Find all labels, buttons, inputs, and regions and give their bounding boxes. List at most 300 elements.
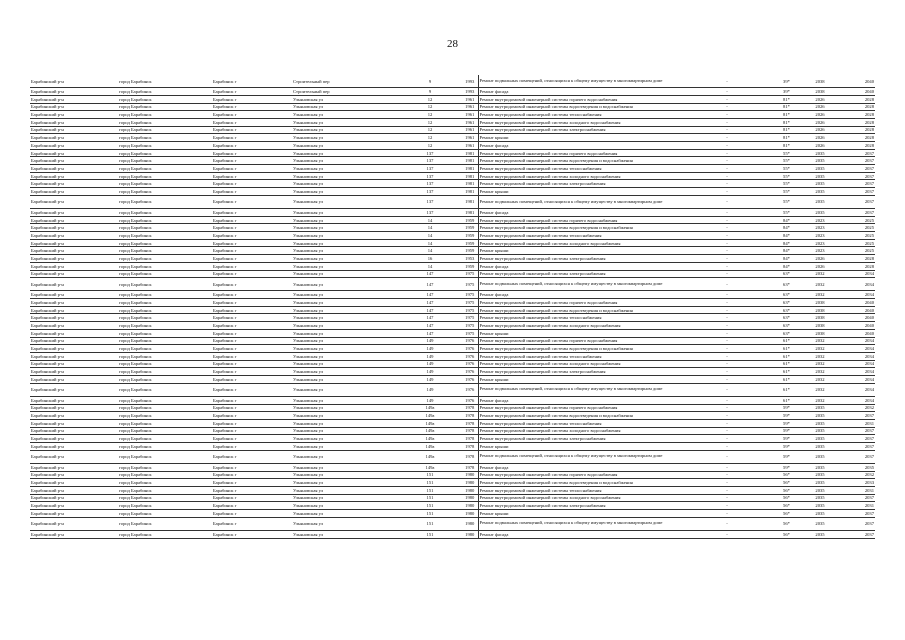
district-cell: Барабинский р-н <box>30 188 118 196</box>
district-cell: Барабинский р-н <box>30 224 118 232</box>
locality-cell: Барабинск г <box>212 262 292 270</box>
dash-cell: - <box>690 442 764 450</box>
start-year-cell: 2026 <box>809 262 831 270</box>
locality-cell: Барабинск г <box>212 486 292 494</box>
house-number-cell: 14 <box>398 216 462 224</box>
district-cell: Барабинский р-н <box>30 435 118 443</box>
locality-cell: Барабинск г <box>212 224 292 232</box>
end-year-cell: 2025 <box>831 239 875 247</box>
settlement-cell: город Барабинск <box>118 118 212 126</box>
wear-percent-cell: 55* <box>764 149 809 157</box>
dash-cell: - <box>690 111 764 119</box>
build-year-cell: 1981 <box>462 165 478 173</box>
street-cell: Ульяновская ул <box>292 299 398 307</box>
street-cell: Ульяновская ул <box>292 306 398 314</box>
street-cell: Ульяновская ул <box>292 517 398 530</box>
locality-cell: Барабинск г <box>212 95 292 103</box>
start-year-cell: 2035 <box>809 404 831 412</box>
locality-cell: Барабинск г <box>212 149 292 157</box>
end-year-cell: 2040 <box>831 88 875 96</box>
work-type-cell: Ремонт крыши <box>478 375 690 383</box>
wear-percent-cell: 56* <box>764 502 809 510</box>
wear-percent-cell: 61* <box>764 375 809 383</box>
end-year-cell: 2037 <box>831 209 875 217</box>
start-year-cell: 2023 <box>809 216 831 224</box>
build-year-cell: 1975 <box>462 299 478 307</box>
district-cell: Барабинский р-н <box>30 463 118 471</box>
build-year-cell: 1978 <box>462 419 478 427</box>
work-type-cell: Ремонт фасада <box>478 209 690 217</box>
house-number-cell: 149 <box>398 375 462 383</box>
locality-cell: Барабинск г <box>212 239 292 247</box>
work-type-cell: Ремонт внутридомовой инженерной системы горячего водоснабжения <box>478 337 690 345</box>
end-year-cell: 2025 <box>831 247 875 255</box>
table-row <box>30 270 875 278</box>
end-year-cell: 2025 <box>831 232 875 240</box>
street-cell: Ульяновская ул <box>292 195 398 208</box>
locality-cell: Барабинск г <box>212 195 292 208</box>
wear-percent-cell: 63* <box>764 291 809 299</box>
locality-cell: Барабинск г <box>212 471 292 479</box>
build-year-cell: 1976 <box>462 383 478 396</box>
start-year-cell: 2035 <box>809 427 831 435</box>
house-number-cell: 137 <box>398 172 462 180</box>
build-year-cell: 1993 <box>462 88 478 96</box>
house-number-cell: 147 <box>398 291 462 299</box>
table-row <box>30 530 875 538</box>
street-cell: Ульяновская ул <box>292 314 398 322</box>
dash-cell: - <box>690 352 764 360</box>
house-number-cell: 149 <box>398 396 462 404</box>
table-row <box>30 118 875 126</box>
street-cell: Ульяновская ул <box>292 270 398 278</box>
table-row <box>30 517 875 530</box>
build-year-cell: 1975 <box>462 329 478 337</box>
work-type-cell: Ремонт крыши <box>478 134 690 142</box>
settlement-cell: город Барабинск <box>118 530 212 538</box>
wear-percent-cell: 81* <box>764 134 809 142</box>
wear-percent-cell: 59* <box>764 404 809 412</box>
table-row <box>30 103 875 111</box>
table-row <box>30 352 875 360</box>
district-cell: Барабинский р-н <box>30 270 118 278</box>
start-year-cell: 2032 <box>809 337 831 345</box>
street-cell: Ульяновская ул <box>292 337 398 345</box>
table-row <box>30 95 875 103</box>
district-cell: Барабинский р-н <box>30 368 118 376</box>
street-cell: Ульяновская ул <box>292 126 398 134</box>
settlement-cell: город Барабинск <box>118 396 212 404</box>
work-type-cell: Ремонт внутридомовой инженерной системы водоотведения и водоснабжения <box>478 224 690 232</box>
dash-cell: - <box>690 103 764 111</box>
wear-percent-cell: 81* <box>764 111 809 119</box>
start-year-cell: 2035 <box>809 517 831 530</box>
start-year-cell: 2035 <box>809 479 831 487</box>
wear-percent-cell: 63* <box>764 299 809 307</box>
street-cell: Ульяновская ул <box>292 111 398 119</box>
house-number-cell: 12 <box>398 111 462 119</box>
street-cell: Ульяновская ул <box>292 232 398 240</box>
table-row <box>30 262 875 270</box>
build-year-cell: 1978 <box>462 463 478 471</box>
house-number-cell: 149 <box>398 360 462 368</box>
settlement-cell: город Барабинск <box>118 255 212 263</box>
build-year-cell: 1961 <box>462 111 478 119</box>
start-year-cell: 2026 <box>809 134 831 142</box>
build-year-cell: 1976 <box>462 352 478 360</box>
wear-percent-cell: 81* <box>764 126 809 134</box>
dash-cell: - <box>690 314 764 322</box>
work-type-cell: Ремонт фасада <box>478 88 690 96</box>
house-number-cell: 151 <box>398 509 462 517</box>
build-year-cell: 1976 <box>462 375 478 383</box>
settlement-cell: город Барабинск <box>118 517 212 530</box>
district-cell: Барабинский р-н <box>30 517 118 530</box>
wear-percent-cell: 81* <box>764 103 809 111</box>
street-cell: Ульяновская ул <box>292 368 398 376</box>
end-year-cell: 2034 <box>831 291 875 299</box>
settlement-cell: город Барабинск <box>118 322 212 330</box>
district-cell: Барабинский р-н <box>30 149 118 157</box>
start-year-cell: 2032 <box>809 270 831 278</box>
district-cell: Барабинский р-н <box>30 118 118 126</box>
work-type-cell: Ремонт внутридомовой инженерной системы холодного водоснабжения <box>478 427 690 435</box>
district-cell: Барабинский р-н <box>30 75 118 88</box>
start-year-cell: 2026 <box>809 142 831 150</box>
dash-cell: - <box>690 118 764 126</box>
locality-cell: Барабинск г <box>212 322 292 330</box>
district-cell: Барабинский р-н <box>30 329 118 337</box>
dash-cell: - <box>690 262 764 270</box>
settlement-cell: город Барабинск <box>118 306 212 314</box>
dash-cell: - <box>690 337 764 345</box>
dash-cell: - <box>690 291 764 299</box>
settlement-cell: город Барабинск <box>118 157 212 165</box>
build-year-cell: 1976 <box>462 337 478 345</box>
dash-cell: - <box>690 509 764 517</box>
house-number-cell: 137 <box>398 149 462 157</box>
house-number-cell: 137 <box>398 209 462 217</box>
house-number-cell: 137 <box>398 165 462 173</box>
locality-cell: Барабинск г <box>212 427 292 435</box>
work-type-cell: Ремонт подвальных помещений, относящихся к общему имуществу в многоквартирном доме <box>478 517 690 530</box>
end-year-cell: 2037 <box>831 494 875 502</box>
table-row <box>30 322 875 330</box>
table-row <box>30 435 875 443</box>
end-year-cell: 2037 <box>831 157 875 165</box>
dash-cell: - <box>690 95 764 103</box>
end-year-cell: 2028 <box>831 95 875 103</box>
settlement-cell: город Барабинск <box>118 149 212 157</box>
build-year-cell: 1961 <box>462 126 478 134</box>
dash-cell: - <box>690 463 764 471</box>
work-type-cell: Ремонт фасада <box>478 530 690 538</box>
dash-cell: - <box>690 270 764 278</box>
district-cell: Барабинский р-н <box>30 126 118 134</box>
locality-cell: Барабинск г <box>212 360 292 368</box>
start-year-cell: 2026 <box>809 118 831 126</box>
end-year-cell: 2037 <box>831 172 875 180</box>
locality-cell: Барабинск г <box>212 75 292 88</box>
house-number-cell: 151 <box>398 494 462 502</box>
dash-cell: - <box>690 75 764 88</box>
district-cell: Барабинский р-н <box>30 427 118 435</box>
build-year-cell: 1976 <box>462 368 478 376</box>
settlement-cell: город Барабинск <box>118 95 212 103</box>
dash-cell: - <box>690 255 764 263</box>
wear-percent-cell: 84* <box>764 255 809 263</box>
dash-cell: - <box>690 247 764 255</box>
build-year-cell: 1978 <box>462 450 478 463</box>
start-year-cell: 2032 <box>809 396 831 404</box>
work-type-cell: Ремонт внутридомовой инженерной системы горячего водоснабжения <box>478 299 690 307</box>
table-row <box>30 375 875 383</box>
settlement-cell: город Барабинск <box>118 224 212 232</box>
wear-percent-cell: 63* <box>764 306 809 314</box>
build-year-cell: 1978 <box>462 404 478 412</box>
street-cell: Ульяновская ул <box>292 149 398 157</box>
start-year-cell: 2023 <box>809 232 831 240</box>
work-type-cell: Ремонт внутридомовой инженерной системы теплоснабжения <box>478 165 690 173</box>
build-year-cell: 1981 <box>462 209 478 217</box>
work-type-cell: Ремонт внутридомовой инженерной системы теплоснабжения <box>478 111 690 119</box>
table-row <box>30 442 875 450</box>
street-cell: Ульяновская ул <box>292 262 398 270</box>
end-year-cell: 2028 <box>831 134 875 142</box>
end-year-cell: 2028 <box>831 126 875 134</box>
wear-percent-cell: 55* <box>764 165 809 173</box>
house-number-cell: 149 <box>398 383 462 396</box>
table-row <box>30 463 875 471</box>
build-year-cell: 1980 <box>462 509 478 517</box>
build-year-cell: 1981 <box>462 149 478 157</box>
start-year-cell: 2032 <box>809 291 831 299</box>
street-cell: Ульяновская ул <box>292 329 398 337</box>
wear-percent-cell: 56* <box>764 494 809 502</box>
district-cell: Барабинский р-н <box>30 322 118 330</box>
locality-cell: Барабинск г <box>212 479 292 487</box>
district-cell: Барабинский р-н <box>30 404 118 412</box>
locality-cell: Барабинск г <box>212 306 292 314</box>
work-type-cell: Ремонт крыши <box>478 329 690 337</box>
start-year-cell: 2035 <box>809 195 831 208</box>
district-cell: Барабинский р-н <box>30 291 118 299</box>
build-year-cell: 1978 <box>462 442 478 450</box>
build-year-cell: 1961 <box>462 134 478 142</box>
street-cell: Ульяновская ул <box>292 419 398 427</box>
district-cell: Барабинский р-н <box>30 195 118 208</box>
work-type-cell: Ремонт внутридомовой инженерной системы водоотведения и водоснабжения <box>478 345 690 353</box>
locality-cell: Барабинск г <box>212 383 292 396</box>
table-row <box>30 329 875 337</box>
end-year-cell: 2040 <box>831 75 875 88</box>
dash-cell: - <box>690 427 764 435</box>
work-type-cell: Ремонт внутридомовой инженерной системы холодного водоснабжения <box>478 118 690 126</box>
district-cell: Барабинский р-н <box>30 345 118 353</box>
settlement-cell: город Барабинск <box>118 270 212 278</box>
street-cell: Строительный пер <box>292 88 398 96</box>
locality-cell: Барабинск г <box>212 247 292 255</box>
dash-cell: - <box>690 180 764 188</box>
wear-percent-cell: 55* <box>764 172 809 180</box>
work-type-cell: Ремонт фасада <box>478 262 690 270</box>
settlement-cell: город Барабинск <box>118 471 212 479</box>
wear-percent-cell: 84* <box>764 232 809 240</box>
house-number-cell: 149а <box>398 412 462 420</box>
district-cell: Барабинский р-н <box>30 412 118 420</box>
settlement-cell: город Барабинск <box>118 291 212 299</box>
locality-cell: Барабинск г <box>212 502 292 510</box>
house-number-cell: 12 <box>398 95 462 103</box>
locality-cell: Барабинск г <box>212 111 292 119</box>
work-type-cell: Ремонт подвальных помещений, относящихся к общему имуществу в многоквартирном доме <box>478 278 690 291</box>
locality-cell: Барабинск г <box>212 494 292 502</box>
dash-cell: - <box>690 232 764 240</box>
street-cell: Ульяновская ул <box>292 471 398 479</box>
house-number-cell: 14 <box>398 247 462 255</box>
table-row <box>30 172 875 180</box>
settlement-cell: город Барабинск <box>118 463 212 471</box>
district-cell: Барабинский р-н <box>30 88 118 96</box>
end-year-cell: 2031 <box>831 486 875 494</box>
table-row <box>30 306 875 314</box>
house-number-cell: 12 <box>398 118 462 126</box>
street-cell: Ульяновская ул <box>292 224 398 232</box>
start-year-cell: 2038 <box>809 314 831 322</box>
settlement-cell: город Барабинск <box>118 352 212 360</box>
street-cell: Ульяновская ул <box>292 188 398 196</box>
settlement-cell: город Барабинск <box>118 329 212 337</box>
settlement-cell: город Барабинск <box>118 502 212 510</box>
house-number-cell: 151 <box>398 486 462 494</box>
table-row <box>30 494 875 502</box>
dash-cell: - <box>690 149 764 157</box>
start-year-cell: 2038 <box>809 329 831 337</box>
work-type-cell: Ремонт внутридомовой инженерной системы холодного водоснабжения <box>478 494 690 502</box>
end-year-cell: 2040 <box>831 314 875 322</box>
table-row <box>30 126 875 134</box>
locality-cell: Барабинск г <box>212 118 292 126</box>
end-year-cell: 2040 <box>831 299 875 307</box>
work-type-cell: Ремонт внутридомовой инженерной системы электроснабжения <box>478 180 690 188</box>
start-year-cell: 2035 <box>809 172 831 180</box>
dash-cell: - <box>690 517 764 530</box>
build-year-cell: 1961 <box>462 142 478 150</box>
locality-cell: Барабинск г <box>212 368 292 376</box>
locality-cell: Барабинск г <box>212 278 292 291</box>
work-type-cell: Ремонт фасада <box>478 396 690 404</box>
settlement-cell: город Барабинск <box>118 435 212 443</box>
wear-percent-cell: 39* <box>764 75 809 88</box>
settlement-cell: город Барабинск <box>118 75 212 88</box>
build-year-cell: 1975 <box>462 270 478 278</box>
locality-cell: Барабинск г <box>212 180 292 188</box>
start-year-cell: 2035 <box>809 435 831 443</box>
district-cell: Барабинский р-н <box>30 299 118 307</box>
settlement-cell: город Барабинск <box>118 239 212 247</box>
settlement-cell: город Барабинск <box>118 345 212 353</box>
street-cell: Ульяновская ул <box>292 463 398 471</box>
wear-percent-cell: 61* <box>764 345 809 353</box>
build-year-cell: 1959 <box>462 224 478 232</box>
district-cell: Барабинский р-н <box>30 502 118 510</box>
wear-percent-cell: 55* <box>764 180 809 188</box>
dash-cell: - <box>690 486 764 494</box>
locality-cell: Барабинск г <box>212 450 292 463</box>
work-type-cell: Ремонт внутридомовой инженерной системы водоотведения и водоснабжения <box>478 103 690 111</box>
settlement-cell: город Барабинск <box>118 299 212 307</box>
start-year-cell: 2035 <box>809 165 831 173</box>
table-row <box>30 188 875 196</box>
settlement-cell: город Барабинск <box>118 195 212 208</box>
table-row <box>30 224 875 232</box>
work-type-cell: Ремонт внутридомовой инженерной системы водоотведения и водоснабжения <box>478 306 690 314</box>
locality-cell: Барабинск г <box>212 216 292 224</box>
end-year-cell: 2034 <box>831 383 875 396</box>
work-type-cell: Ремонт крыши <box>478 509 690 517</box>
build-year-cell: 1981 <box>462 188 478 196</box>
end-year-cell: 2034 <box>831 337 875 345</box>
build-year-cell: 1975 <box>462 278 478 291</box>
settlement-cell: город Барабинск <box>118 509 212 517</box>
house-number-cell: 151 <box>398 530 462 538</box>
table-row <box>30 345 875 353</box>
wear-percent-cell: 56* <box>764 486 809 494</box>
dash-cell: - <box>690 195 764 208</box>
street-cell: Ульяновская ул <box>292 375 398 383</box>
start-year-cell: 2035 <box>809 471 831 479</box>
locality-cell: Барабинск г <box>212 157 292 165</box>
settlement-cell: город Барабинск <box>118 134 212 142</box>
build-year-cell: 1959 <box>462 262 478 270</box>
start-year-cell: 2032 <box>809 360 831 368</box>
start-year-cell: 2026 <box>809 95 831 103</box>
wear-percent-cell: 63* <box>764 278 809 291</box>
house-number-cell: 149а <box>398 435 462 443</box>
start-year-cell: 2032 <box>809 278 831 291</box>
settlement-cell: город Барабинск <box>118 368 212 376</box>
house-number-cell: 149а <box>398 427 462 435</box>
dash-cell: - <box>690 142 764 150</box>
start-year-cell: 2035 <box>809 442 831 450</box>
settlement-cell: город Барабинск <box>118 172 212 180</box>
work-type-cell: Ремонт внутридомовой инженерной системы водоотведения и водоснабжения <box>478 412 690 420</box>
start-year-cell: 2032 <box>809 383 831 396</box>
table-row <box>30 232 875 240</box>
settlement-cell: город Барабинск <box>118 360 212 368</box>
district-cell: Барабинский р-н <box>30 239 118 247</box>
table-row <box>30 157 875 165</box>
house-number-cell: 151 <box>398 517 462 530</box>
district-cell: Барабинский р-н <box>30 142 118 150</box>
dash-cell: - <box>690 329 764 337</box>
start-year-cell: 2032 <box>809 345 831 353</box>
start-year-cell: 2035 <box>809 149 831 157</box>
build-year-cell: 1959 <box>462 216 478 224</box>
street-cell: Ульяновская ул <box>292 216 398 224</box>
district-cell: Барабинский р-н <box>30 419 118 427</box>
dash-cell: - <box>690 494 764 502</box>
start-year-cell: 2023 <box>809 224 831 232</box>
district-cell: Барабинский р-н <box>30 383 118 396</box>
dash-cell: - <box>690 172 764 180</box>
locality-cell: Барабинск г <box>212 232 292 240</box>
house-number-cell: 137 <box>398 188 462 196</box>
locality-cell: Барабинск г <box>212 142 292 150</box>
work-type-cell: Ремонт внутридомовой инженерной системы теплоснабжения <box>478 314 690 322</box>
table-row <box>30 247 875 255</box>
end-year-cell: 2037 <box>831 149 875 157</box>
